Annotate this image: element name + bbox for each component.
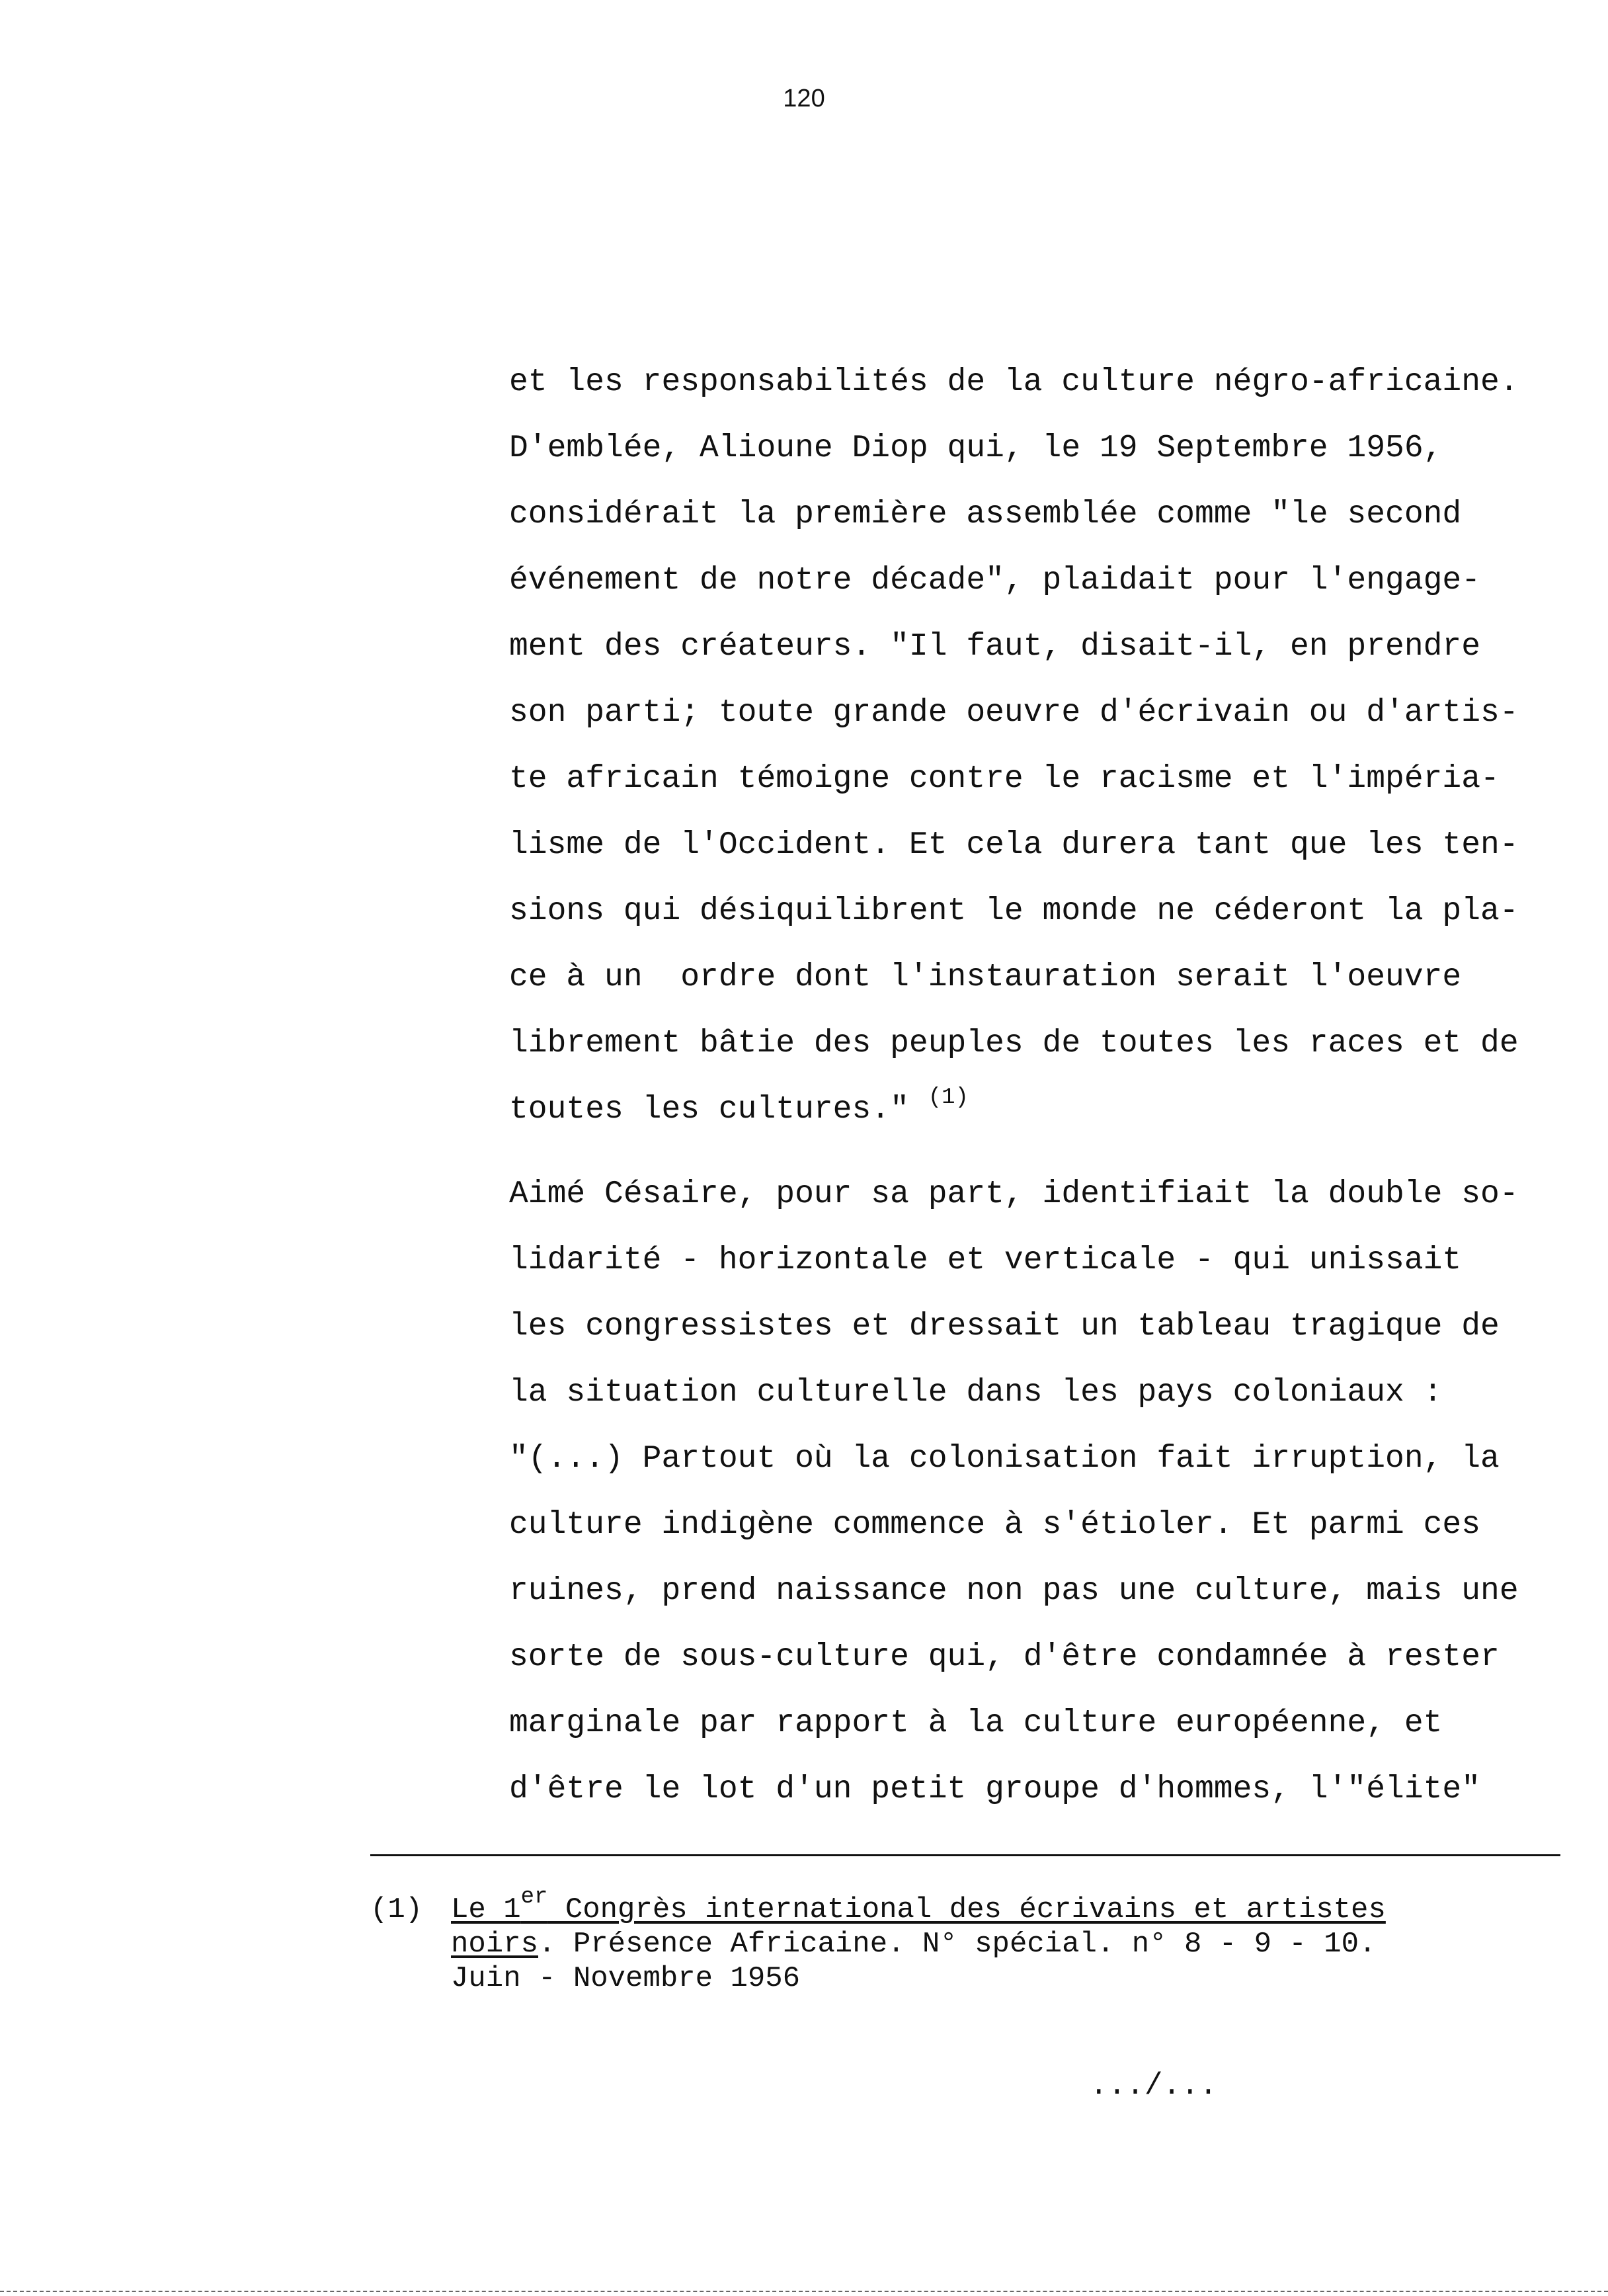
text-line: culture indigène commence à s'étioler. Et parmi ces — [509, 1507, 1481, 1543]
footnote-line-2 — [451, 1927, 1575, 1961]
text-line: la situation culturelle dans les pays coloniaux : — [509, 1375, 1443, 1411]
text-line: Aimé Césaire, pour sa part, identifiait la double so- — [509, 1176, 1519, 1212]
text-line: "(...) Partout où la colonisation fait irruption, la — [509, 1441, 1500, 1477]
text-line: d'être le lot d'un petit groupe d'hommes, l'"élite" — [509, 1772, 1481, 1807]
text-line: son parti; toute grande oeuvre d'écrivain ou d'artis- — [509, 695, 1519, 731]
scan-edge-line — [0, 2291, 1608, 2292]
footnote-source: . Présence Africaine. N° spécial. n° 8 - 9 - 10. — [538, 1928, 1377, 1961]
footnote-title-superscript: er — [520, 1885, 548, 1910]
footnote-line-1 — [451, 1885, 1575, 1927]
continuation-marker: .../... — [1090, 2069, 1218, 2103]
text-line: D'emblée, Alioune Diop qui, le 19 Septembre 1956, — [509, 430, 1443, 466]
body-text — [509, 349, 1567, 1823]
text-line: marginale par rapport à la culture européenne, et — [509, 1705, 1443, 1741]
text-line: ment des créateurs. "Il faut, disait-il, en prendre — [509, 629, 1481, 665]
text-line: ce à un ordre dont l'instauration serait l'oeuvre — [509, 960, 1462, 995]
footnote-title: Le 1er Congrès international des écrivains et artistes — [451, 1885, 1386, 1926]
footnote-body — [451, 1885, 1575, 1996]
text-line-with-footnote-ref — [509, 1077, 1567, 1143]
text-line: sorte de sous-culture qui, d'être condamnée à rester — [509, 1639, 1500, 1675]
footnote-separator — [370, 1854, 1560, 1856]
text-line: lidarité - horizontale et verticale - qui unissait — [509, 1243, 1462, 1278]
text-line: les congressistes et dressait un tableau tragique de — [509, 1309, 1500, 1344]
text-line: toutes les cultures." — [509, 1092, 928, 1128]
text-line: et les responsabilités de la culture négro-africaine. — [509, 364, 1519, 400]
text-line: événement de notre décade", plaidait pour l'engage- — [509, 563, 1481, 598]
paragraph-gap — [509, 1143, 1567, 1161]
footnote-title-end: noirs — [451, 1928, 539, 1961]
text-line: considérait la première assemblée comme "le second — [509, 497, 1462, 532]
text-line: ruines, prend naissance non pas une culture, mais une — [509, 1573, 1519, 1609]
text-line: sions qui désiquilibrent le monde ne céderont la pla- — [509, 893, 1519, 929]
footnote-marker: (1) — [370, 1893, 423, 1926]
page-number: 120 — [783, 85, 825, 112]
text-line: librement bâtie des peuples de toutes les races et de — [509, 1026, 1519, 1061]
text-line: te africain témoigne contre le racisme et l'impéria- — [509, 761, 1500, 797]
text-line: lisme de l'Occident. Et cela durera tant que les ten- — [509, 827, 1519, 863]
footnote-reference: (1) — [928, 1085, 969, 1110]
footnote-line-3: Juin - Novembre 1956 — [451, 1962, 801, 1995]
